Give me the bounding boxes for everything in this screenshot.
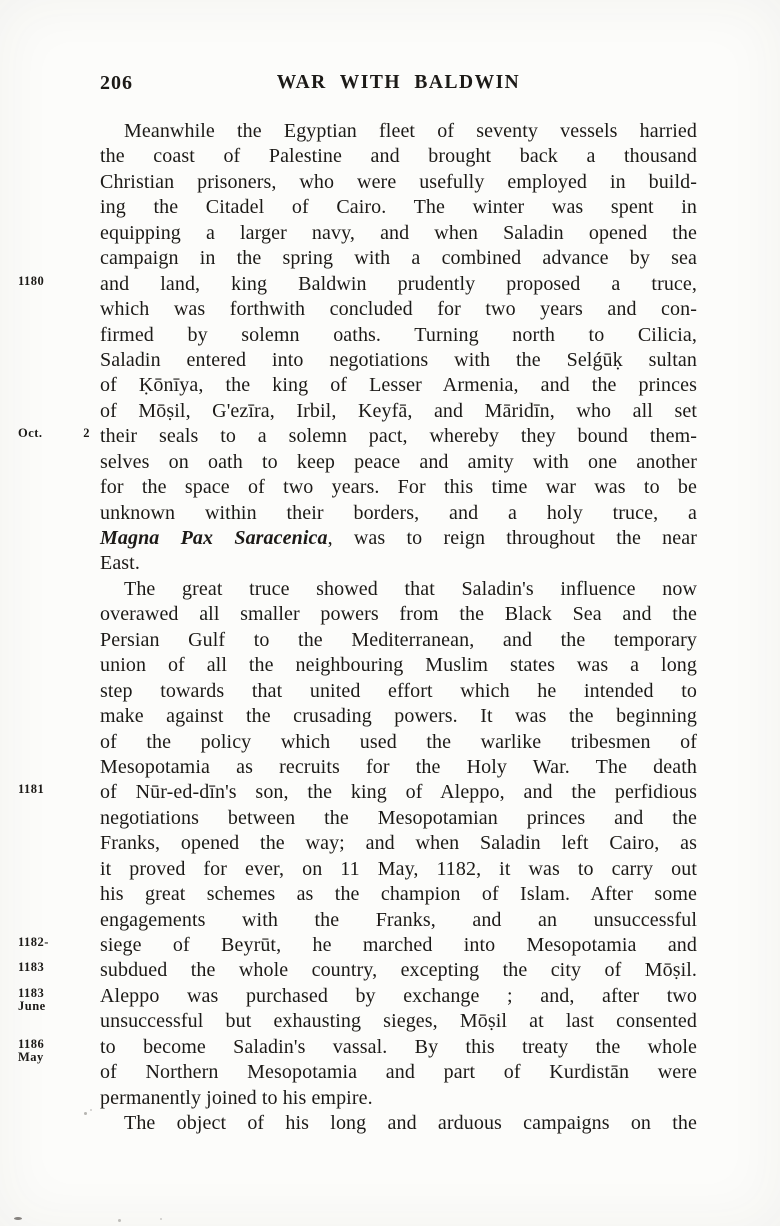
- text-line: [100, 602, 697, 627]
- line-text: campaign in the spring with a combined advance by sea: [100, 247, 697, 270]
- line-text: Aleppo was purchased by exchange ; and, after two: [100, 984, 697, 1007]
- line-text: equipping a larger navy, and when Saladin opened the: [100, 221, 697, 244]
- line-text: their seals to a solemn pact, whereby they bound them-: [100, 425, 697, 448]
- margin-date-note: Oct. 2: [18, 426, 90, 441]
- scan-speck: [84, 1112, 87, 1115]
- line-text: the coast of Palestine and brought back a thousand: [100, 145, 697, 168]
- text-line: [100, 653, 697, 678]
- line-text: unknown within their borders, and a holy truce, a: [100, 501, 697, 524]
- line-text: Persian Gulf to the Mediterranean, and the temporary: [100, 628, 697, 651]
- margin-date-note: 1183: [18, 960, 45, 975]
- line-text: subdued the whole country, excepting the city of Mōṣil.: [100, 959, 697, 982]
- margin-date-note: 1182-: [18, 935, 49, 949]
- margin-date-note: 1180: [18, 273, 45, 288]
- margin-date-note: 1186 May: [18, 1036, 45, 1065]
- text-line: [100, 1060, 697, 1085]
- line-text: permanently joined to his empire.: [100, 1086, 373, 1109]
- line-text: firmed by solemn oaths. Turning north to Cilicia,: [100, 323, 697, 346]
- text-line: [100, 755, 697, 780]
- line-text: to become Saladin's vassal. By this treaty the whole: [100, 1035, 697, 1058]
- text-line: [100, 399, 697, 424]
- running-head: WAR WITH BALDWIN: [276, 72, 521, 93]
- margin-date-note: 1183 June: [18, 985, 46, 1014]
- text-line: [100, 297, 697, 322]
- text-line: [100, 704, 697, 729]
- page-body: [18, 119, 697, 1137]
- text-line: [100, 246, 697, 271]
- line-text: Meanwhile the Egyptian fleet of seventy vessels harried: [124, 120, 697, 142]
- text-line: [100, 170, 697, 195]
- page-header: [100, 70, 697, 96]
- text-line: [18, 780, 697, 805]
- text-line: [100, 221, 697, 246]
- line-text: overawed all smaller powers from the Black Sea and the: [100, 603, 697, 626]
- line-text: of Northern Mesopotamia and part of Kurdistān were: [100, 1061, 697, 1084]
- line-text: of the policy which used the warlike tribesmen of: [100, 730, 697, 753]
- text-line: [100, 882, 697, 907]
- line-text: engagements with the Franks, and an unsuccessful: [100, 908, 697, 931]
- line-text: union of all the neighbouring Muslim states was a long: [100, 654, 697, 677]
- text-line: [100, 501, 697, 526]
- text-line: [100, 450, 697, 475]
- text-line: [100, 628, 697, 653]
- line-text: siege of Beyrūt, he marched into Mesopotamia and: [100, 934, 697, 956]
- text-line: [18, 958, 697, 983]
- text-line: [100, 348, 697, 373]
- text-line: [18, 272, 697, 297]
- text-line: [100, 730, 697, 755]
- line-text: of Ḳōnīya, the king of Lesser Armenia, and the princes: [100, 374, 697, 397]
- scan-speck: [118, 1219, 121, 1222]
- margin-date-note: 1181: [18, 782, 45, 797]
- text-line: [100, 908, 697, 933]
- text-line: [100, 577, 697, 602]
- text-line: [100, 195, 697, 220]
- line-text: and land, king Baldwin prudently proposed a truce,: [100, 272, 697, 295]
- text-line: [100, 679, 697, 704]
- line-text: Franks, opened the way; and when Saladin left Cairo, as: [100, 832, 697, 855]
- text-line: [100, 1086, 697, 1111]
- text-line: [100, 373, 697, 398]
- line-text: make against the crusading powers. It was the beginning: [100, 705, 697, 728]
- text-line: [100, 806, 697, 831]
- line-text: step towards that united effort which he intended to: [100, 679, 697, 702]
- line-text: Christian prisoners, who were usefully employed in build-: [100, 170, 697, 193]
- line-text: ing the Citadel of Cairo. The winter was spent in: [100, 196, 697, 219]
- text-line: [18, 984, 697, 1014]
- text-line: [18, 933, 697, 958]
- scan-speck: [14, 1217, 22, 1220]
- line-text: The object of his long and arduous campaigns on the: [124, 1112, 697, 1135]
- text-line: [100, 1009, 697, 1034]
- text-line: [100, 551, 697, 576]
- line-text: of Nūr-ed-dīn's son, the king of Aleppo, and the perfidious: [100, 781, 697, 804]
- line-text: East.: [100, 552, 140, 575]
- line-text: of Mōṣil, G'ezīra, Irbil, Keyfā, and Māridīn, who all set: [100, 399, 697, 422]
- text-line: [100, 857, 697, 882]
- text-line: [100, 144, 697, 169]
- text-line: [18, 1035, 697, 1065]
- text-line: [100, 831, 697, 856]
- line-text: for the space of two years. For this time war was to be: [100, 476, 697, 499]
- scan-speck: [160, 1218, 162, 1220]
- line-text: unsuccessful but exhausting sieges, Mōṣil at last consented: [100, 1010, 697, 1033]
- page-number: 206: [100, 72, 133, 94]
- text-line: [100, 526, 697, 551]
- line-text: his great schemes as the champion of Islam. After some: [100, 883, 697, 906]
- line-text: selves on oath to keep peace and amity with one another: [100, 450, 697, 473]
- line-text: Mesopotamia as recruits for the Holy War. The death: [100, 755, 697, 778]
- text-line: [100, 475, 697, 500]
- line-text: negotiations between the Mesopotamian princes and the: [100, 806, 697, 829]
- line-text: which was forthwith concluded for two years and con-: [100, 298, 697, 321]
- italic-phrase: Magna Pax Saracenica: [100, 527, 328, 549]
- text-line: [100, 119, 697, 144]
- line-text: it proved for ever, on 11 May, 1182, it was to carry out: [100, 857, 697, 880]
- scan-speck: [90, 1109, 92, 1111]
- text-line: [100, 323, 697, 348]
- line-text: The great truce showed that Saladin's influence now: [124, 577, 697, 600]
- line-text: Saladin entered into negotiations with the Selǵūḳ sultan: [100, 348, 697, 371]
- line-text: , was to reign throughout the near: [327, 527, 697, 549]
- text-line: [18, 424, 697, 449]
- text-line: [100, 1111, 697, 1136]
